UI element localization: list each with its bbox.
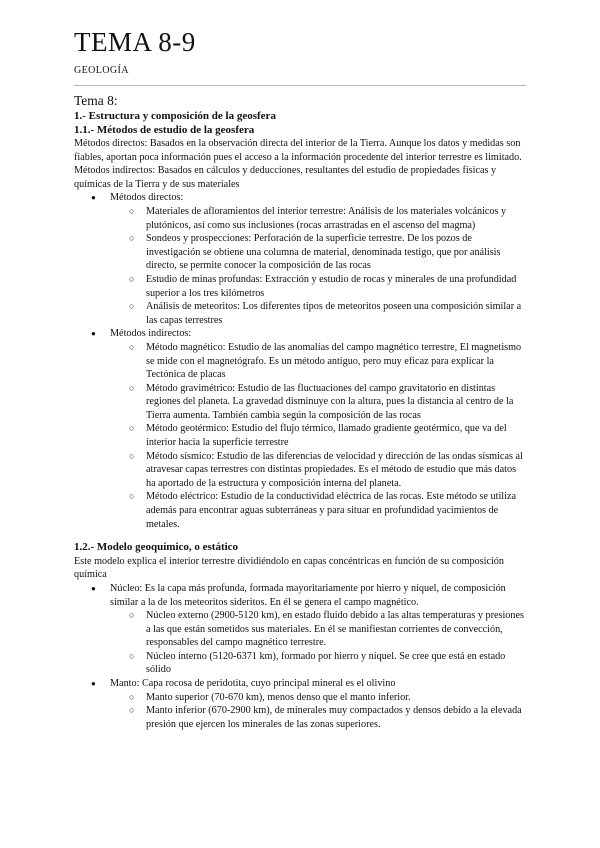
circle-bullet-icon: ○	[129, 273, 135, 284]
document-title: TEMA 8-9	[74, 27, 196, 57]
list-item	[110, 205, 526, 232]
indirectos-sublist	[110, 341, 526, 531]
list-item-text: Método sísmico: Estudio de las diferencias de velocidad y dirección de las ondas sísmicas al atravesar capas terrestres con distintas propiedades. Es el método de estudio que más datos ha aportado de la estructura y composición interna del planeta.	[146, 450, 523, 489]
circle-bullet-icon: ○	[129, 650, 135, 661]
list-item-text: Manto inferior (670-2900 km), de minerales muy compactados y densos debido a la elevada presión que ejercen los minerales de las zonas superiores.	[146, 705, 522, 730]
list-item	[110, 704, 526, 731]
disc-bullet-icon: ●	[91, 329, 96, 339]
list-item	[110, 609, 526, 650]
circle-bullet-icon: ○	[129, 205, 135, 216]
methods-list	[74, 191, 526, 531]
document-subtitle: GEOLOGÍA	[74, 65, 129, 76]
circle-bullet-icon: ○	[129, 491, 135, 502]
list-item-manto	[74, 677, 526, 731]
circle-bullet-icon: ○	[129, 382, 135, 393]
list-item-text: Materiales de afloramientos del interior terrestre: Análisis de los materiales volcánicos y plutónicos, así como sus inclusiones (rocas arrastradas en el ascenso del magma)	[146, 205, 507, 231]
list-item	[110, 341, 526, 382]
section-1-1-heading: 1.1.- Métodos de estudio de la geosfera	[74, 123, 255, 136]
list-item	[110, 232, 526, 273]
list-item	[110, 382, 526, 423]
paragraph-modelo: Este modelo explica el interior terrestre dividiéndolo en capas concéntricas en función de su composición química	[74, 555, 504, 581]
list-item-text: Método gravimétrico: Estudio de las fluctuaciones del campo gravitatorio en distintas regiones del planeta. La gravedad disminuye con la altura, pues la distancia al centro de la Tierra aumenta. También cambia según la composición de las rocas	[146, 382, 514, 421]
list-item-label: Manto: Capa rocosa de peridotita, cuyo principal mineral es el olivino	[110, 678, 396, 690]
list-item-text: Núcleo interno (5120-6371 km), formado por hierro y níquel. Se cree que está en estado sólido	[146, 650, 506, 676]
list-item-text: Método magnético: Estudio de las anomalías del campo magnético terrestre, El magnetismo se mide con el magnetógrafo. Es un método antiguo, pero muy eficaz para explicar la Tectónica de placas	[146, 341, 522, 381]
directos-sublist	[110, 205, 526, 327]
list-item-text: Núcleo externo (2900-5120 km), en estado fluido debido a las altas temperaturas y presiones a las que están sometidos sus materiales. En él se manifiestan corrientes de convección, responsables del campo magnético terrestre.	[146, 610, 524, 649]
list-item-text: Estudio de minas profundas: Extracción y estudio de rocas y minerales de una profundidad superior a los tres kilómetros	[146, 273, 517, 299]
nucleo-sublist	[110, 609, 526, 677]
list-item-label: Métodos directos:	[110, 192, 184, 204]
layers-list	[74, 582, 526, 732]
disc-bullet-icon: ●	[91, 583, 96, 593]
list-item	[110, 650, 526, 677]
section-1-heading: 1.- Estructura y composición de la geosfera	[74, 110, 276, 122]
header-divider	[74, 85, 526, 86]
list-item-label: Métodos indirectos:	[110, 328, 192, 340]
circle-bullet-icon: ○	[129, 423, 135, 434]
list-item-text: Análisis de meteoritos: Los diferentes tipos de meteoritos poseen una composición similar a las capas terrestres	[146, 301, 522, 326]
paragraph-metodos-indirectos: Métodos indirectos: Basados en cálculos y deducciones, resultantes del estudio de propiedades físicas y químicas de la Tierra y de sus materiales	[74, 165, 497, 190]
list-item	[110, 300, 526, 327]
list-item	[110, 273, 526, 300]
list-item-text: Método geotérmico: Estudio del flujo térmico, llamado gradiente geotérmico, que va del interior hacia la superficie terrestre	[146, 423, 507, 449]
tema-heading: Tema 8:	[74, 93, 118, 108]
circle-bullet-icon: ○	[129, 610, 135, 621]
list-item	[110, 450, 526, 491]
list-item-indirectos	[74, 327, 526, 531]
list-item-text: Método eléctrico: Estudio de la conductividad eléctrica de las rocas. Este método se utiliza además para encontrar aguas subterráneas y para situar en profundidad yacimientos de metales.	[146, 491, 517, 530]
circle-bullet-icon: ○	[129, 301, 135, 312]
section-spacer	[74, 531, 526, 541]
list-item	[110, 691, 526, 705]
list-item-text: Manto superior (70-670 km), menos denso que el manto inferior.	[146, 691, 411, 703]
list-item-text: Sondeos y prospecciones: Perforación de la superficie terrestre. De los pozos de investigación se obtiene una columna de material, denominada testigo, que por análisis directo, se permite conocer la composición de las rocas	[146, 233, 501, 272]
circle-bullet-icon: ○	[129, 691, 135, 702]
list-item-directos	[74, 191, 526, 327]
circle-bullet-icon: ○	[129, 450, 135, 461]
circle-bullet-icon: ○	[129, 233, 135, 244]
circle-bullet-icon: ○	[129, 341, 135, 352]
circle-bullet-icon: ○	[129, 705, 135, 716]
list-item	[110, 422, 526, 449]
list-item-label: Núcleo: Es la capa más profunda, formada mayoritariamente por hierro y níquel, de composición similar a la de los meteoritos sideritos. En él se genera el campo magnético.	[110, 582, 506, 608]
manto-sublist	[110, 691, 526, 732]
disc-bullet-icon: ●	[91, 679, 96, 689]
section-1-2-heading: 1.2.- Modelo geoquímico, o estático	[74, 541, 239, 554]
paragraph-metodos-directos: Métodos directos: Basados en la observación directa del interior de la Tierra. Aunque los datos y medidas son fiables, aportan poca información pues el acceso a la información procedente del interior terrestre es limitado.	[74, 138, 522, 163]
list-item-nucleo	[74, 582, 526, 677]
disc-bullet-icon: ●	[91, 193, 96, 203]
list-item	[110, 490, 526, 531]
